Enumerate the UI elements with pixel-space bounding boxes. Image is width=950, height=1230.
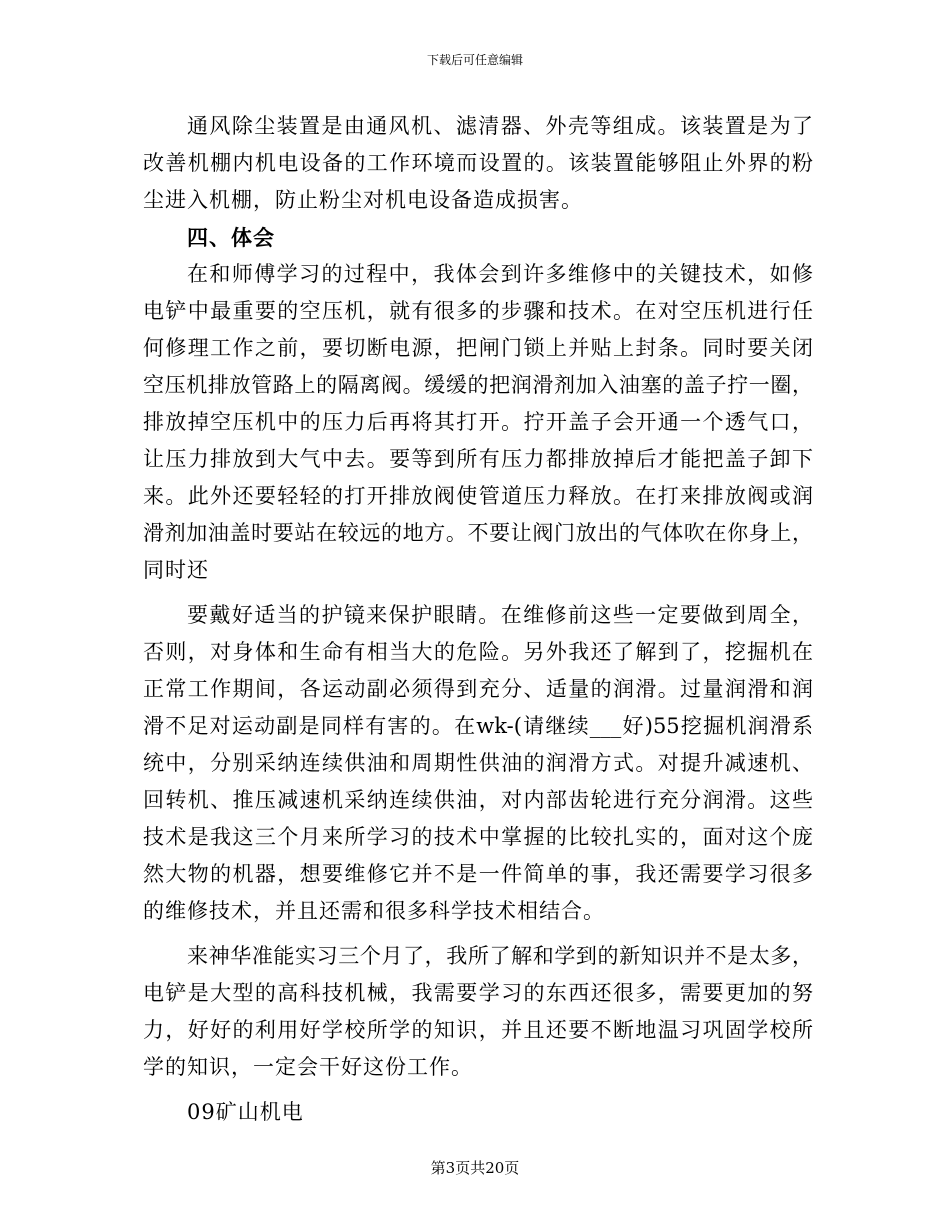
text-line: 电铲中最重要的空压机，就有很多的步骤和技术。在对空压机进行任 xyxy=(143,299,813,323)
text-line: 然大物的机器，想要维修它并不是一件简单的事，我还需要学习很多 xyxy=(143,862,813,886)
text-line: 力，好好的利用好学校所学的知识，并且还要不断地温习巩固学校所 xyxy=(143,1018,813,1042)
text-line: 否则，对身体和生命有相当大的危险。另外我还了解到了，挖掘机在 xyxy=(143,640,813,664)
text-line: 排放掉空压机中的压力后再将其打开。拧开盖子会开通一个透气口， xyxy=(143,410,813,434)
text-line: 通风除尘装置是由通风机、滤清器、外壳等组成。该装置是为了 xyxy=(187,114,813,138)
text-line: 要戴好适当的护镜来保护眼睛。在维修前这些一定要做到周全， xyxy=(187,603,813,627)
text-line: 技术是我这三个月来所学习的技术中掌握的比较扎实的，面对这个庞 xyxy=(143,825,813,849)
paragraph-experience xyxy=(143,256,813,589)
text-line: 滑不足对运动副是同样有害的。在wk-(请继续___好)55挖掘机润滑系 xyxy=(143,714,813,738)
heading-text: 四、体会 xyxy=(187,225,275,250)
text-line: 改善机棚内机电设备的工作环境而设置的。该装置能够阻止外界的粉 xyxy=(143,151,813,175)
text-line: 统中，分别采纳连续供油和周期性供油的润滑方式。对提升减速机、 xyxy=(143,751,813,775)
text-line: 尘进入机棚，防止粉尘对机电设备造成损害。 xyxy=(143,188,583,212)
text-line: 何修理工作之前，要切断电源，把闸门锁上并贴上封条。同时要关闭 xyxy=(143,336,813,360)
class-name: 09矿山机电 xyxy=(187,1100,304,1124)
text-line: 电铲是大型的高科技机械，我需要学习的东西还很多，需要更加的努 xyxy=(143,981,813,1005)
signature xyxy=(143,1094,813,1131)
text-line: 让压力排放到大气中去。要等到所有压力都排放掉后才能把盖子卸下 xyxy=(143,447,813,471)
paragraph-conclusion xyxy=(143,938,813,1086)
page-header: 下载后可任意编辑 xyxy=(426,53,523,67)
section-heading xyxy=(143,219,813,256)
document-body xyxy=(143,108,813,1131)
text-line: 回转机、推压减速机采纳连续供油，对内部齿轮进行充分润滑。这些 xyxy=(143,788,813,812)
paragraph-lubrication xyxy=(143,597,813,930)
text-line: 空压机排放管路上的隔离阀。缓缓的把润滑剂加入油塞的盖子拧一圈， xyxy=(143,373,813,397)
paragraph-ventilation xyxy=(143,108,813,219)
text-line: 在和师傅学习的过程中，我体会到许多维修中的关键技术，如修 xyxy=(187,262,813,286)
text-line: 学的知识，一定会干好这份工作。 xyxy=(143,1055,473,1079)
text-line: 的维修技术，并且还需和很多科学技术相结合。 xyxy=(143,899,605,923)
text-line: 来。此外还要轻轻的打开排放阀使管道压力释放。在打来排放阀或润 xyxy=(143,484,813,508)
page-number: 第3页共20页 xyxy=(430,1159,520,1177)
text-line: 同时还 xyxy=(143,558,209,582)
text-line: 滑剂加油盖时要站在较远的地方。不要让阀门放出的气体吹在你身上， xyxy=(143,521,813,545)
text-line: 来神华准能实习三个月了，我所了解和学到的新知识并不是太多， xyxy=(187,944,813,968)
text-line: 正常工作期间，各运动副必须得到充分、适量的润滑。过量润滑和润 xyxy=(143,677,813,701)
